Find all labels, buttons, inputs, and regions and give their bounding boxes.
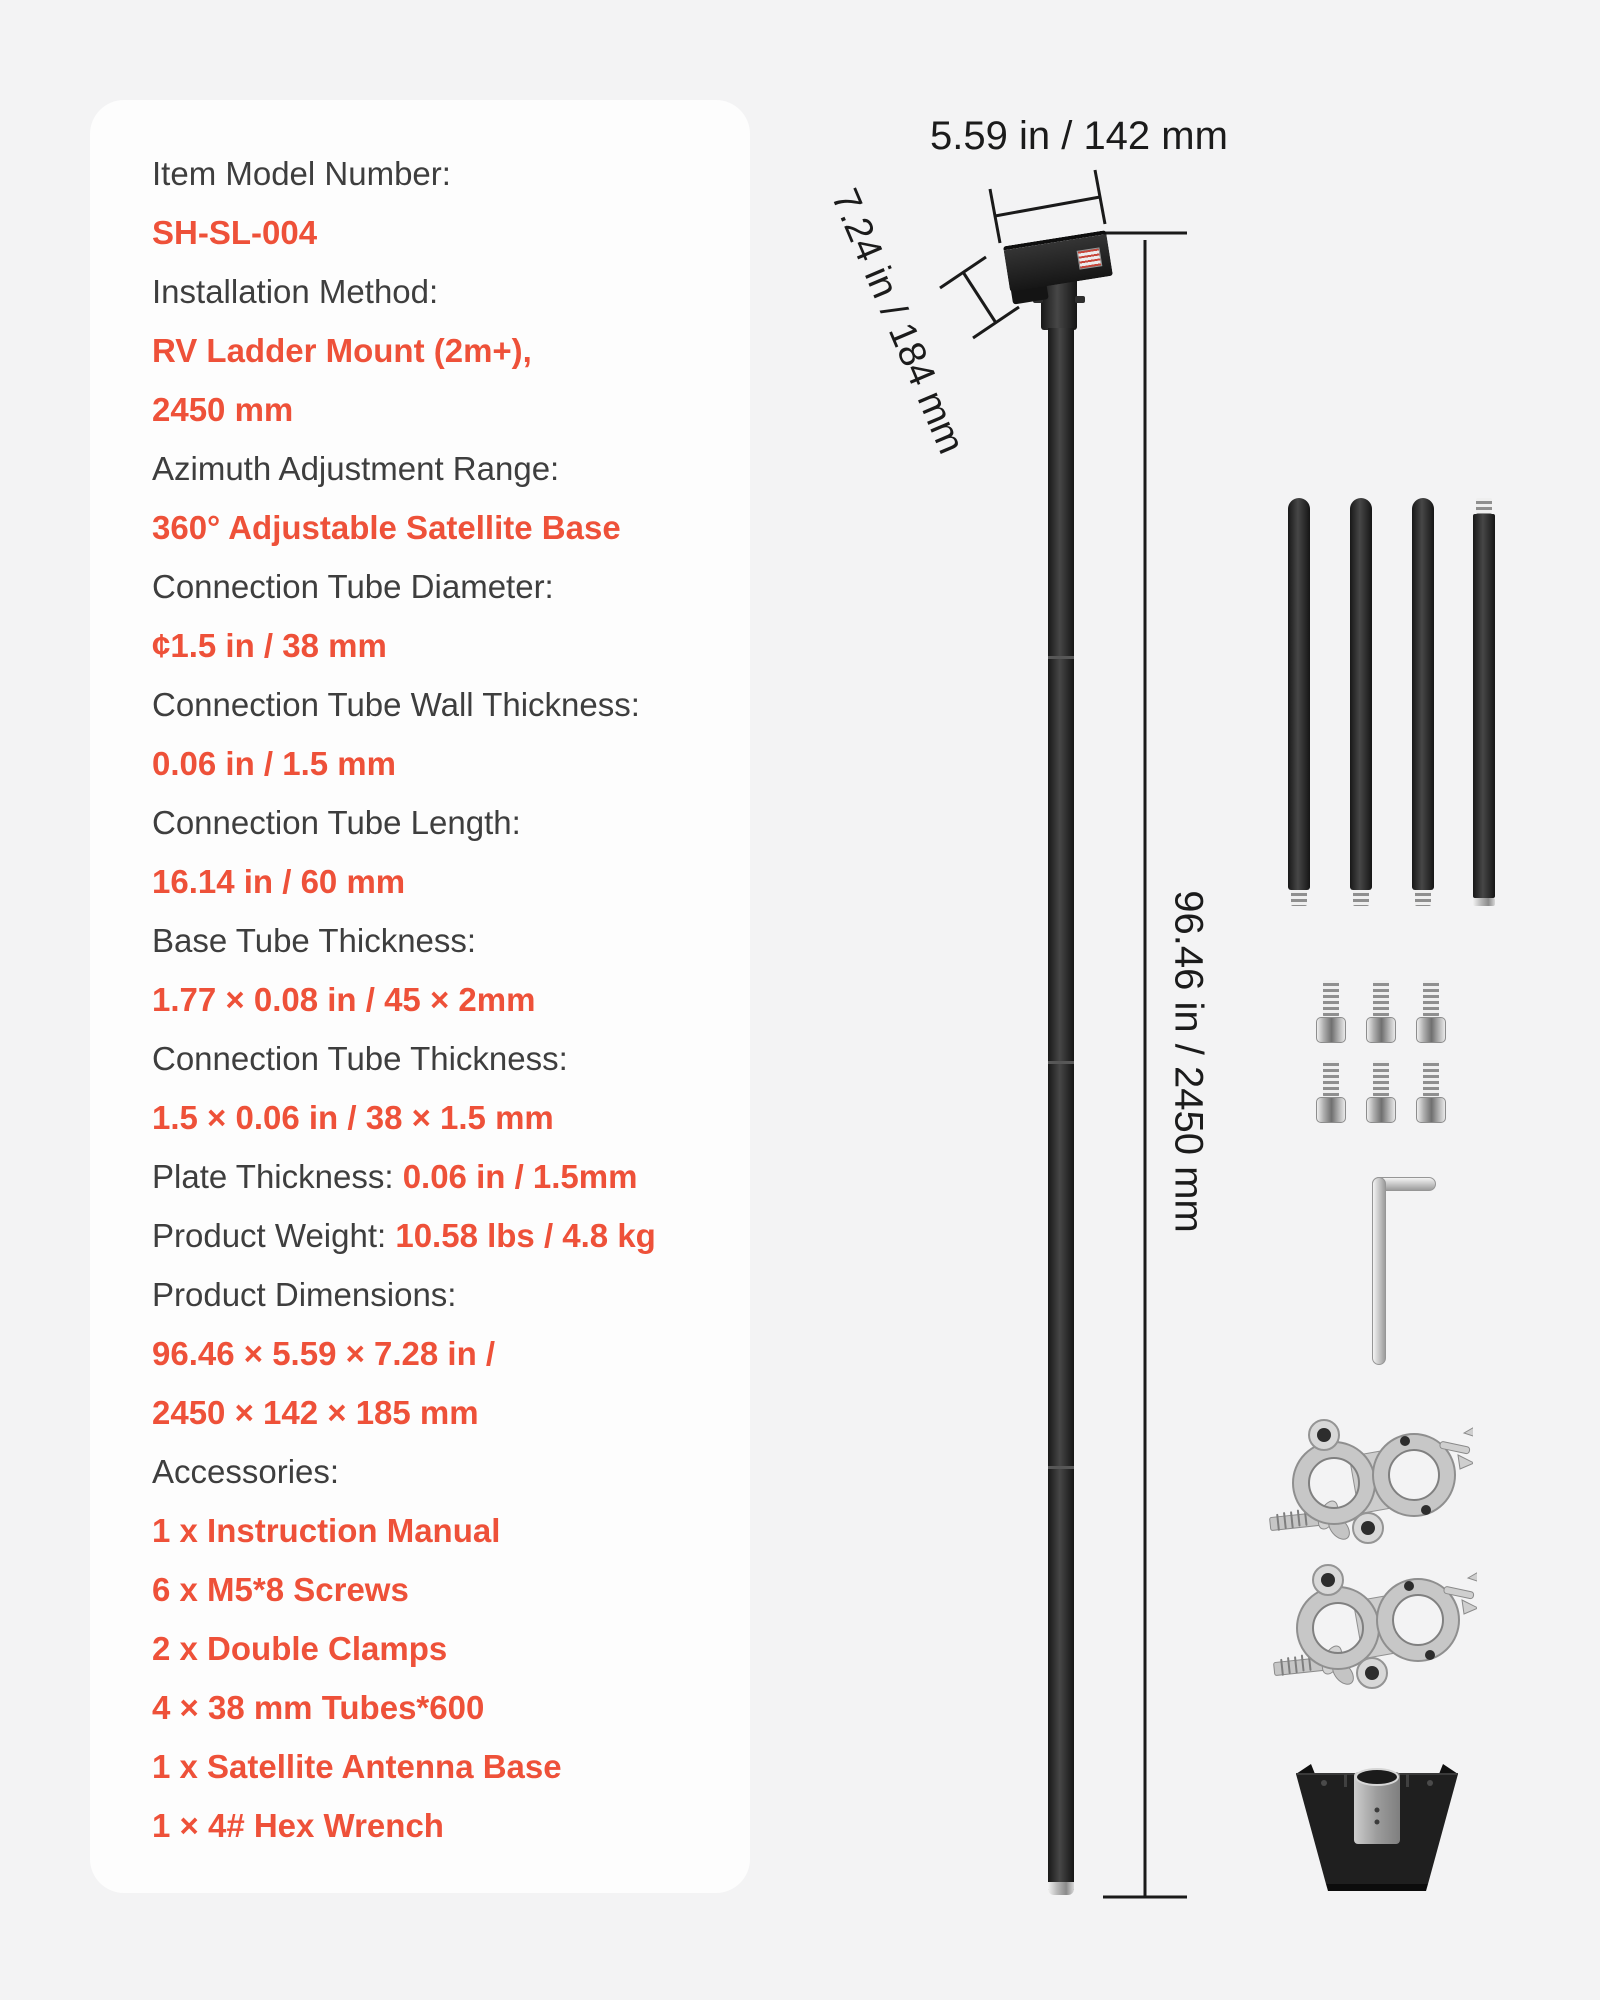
width-dimension-label: 5.59 in / 142 mm: [930, 114, 1228, 158]
spec-row: Installation Method:: [152, 273, 439, 310]
spec-row: SH-SL-004: [152, 214, 318, 251]
pole-joint: [1048, 1061, 1074, 1064]
spec-row: Item Model Number:: [152, 155, 451, 192]
spec-row: 2 x Double Clamps: [152, 1630, 448, 1667]
height-dimension-label: 96.46 in / 2450 mm: [1166, 890, 1211, 1233]
threaded-tip: [1353, 890, 1369, 906]
spec-row: 1 x Satellite Antenna Base: [152, 1748, 562, 1785]
product-sticker: [1077, 247, 1103, 269]
m5-screw: [1416, 980, 1446, 1043]
spec-row: 0.06 in / 1.5 mm: [152, 745, 396, 782]
spec-row: 1.5 × 0.06 in / 38 × 1.5 mm: [152, 1099, 554, 1136]
extension-tube-2: [1350, 498, 1372, 906]
hex-wrench-shaft: [1372, 1177, 1386, 1365]
m5-screw: [1316, 980, 1346, 1043]
m5-screw: [1416, 1060, 1446, 1123]
double-clamp-1: [1268, 1415, 1473, 1550]
satellite-antenna-base: [1292, 1762, 1462, 1901]
main-pole: [1048, 328, 1074, 1890]
spec-row: Product Weight: 10.58 lbs / 4.8 kg: [152, 1217, 656, 1254]
extension-tube-1: [1288, 498, 1310, 906]
spec-row: 1 x Instruction Manual: [152, 1512, 501, 1549]
spec-row: 1.77 × 0.08 in / 45 × 2mm: [152, 981, 536, 1018]
spec-row: 4 × 38 mm Tubes*600: [152, 1689, 485, 1726]
collar-screw-right: [1075, 296, 1085, 303]
double-clamp-2: [1272, 1560, 1477, 1695]
spec-row: Connection Tube Thickness:: [152, 1040, 568, 1077]
spec-row: Base Tube Thickness:: [152, 922, 477, 959]
spec-row: 1 × 4# Hex Wrench: [152, 1807, 444, 1844]
spec-row: Azimuth Adjustment Range:: [152, 450, 560, 487]
depth-dimension-label: 7.24 in / 184 mm: [822, 182, 973, 460]
spec-row: 360° Adjustable Satellite Base: [152, 509, 621, 546]
spec-row: Connection Tube Length:: [152, 804, 521, 841]
pole-end-cap: [1048, 1882, 1074, 1895]
m5-screw: [1366, 1060, 1396, 1123]
tube-end-ring: [1473, 898, 1495, 906]
extension-tube-4: [1473, 498, 1495, 906]
spec-row: 16.14 in / 60 mm: [152, 863, 406, 900]
spec-row: 2450 mm: [152, 391, 294, 428]
spec-row: 6 x M5*8 Screws: [152, 1571, 409, 1608]
threaded-tip: [1291, 890, 1307, 906]
spec-row: RV Ladder Mount (2m+),: [152, 332, 532, 369]
threaded-tip: [1476, 498, 1492, 514]
spec-row: Connection Tube Wall Thickness:: [152, 686, 640, 723]
spec-row: Product Dimensions:: [152, 1276, 457, 1313]
pole-joint: [1048, 1466, 1074, 1469]
threaded-tip: [1415, 890, 1431, 906]
extension-tube-3: [1412, 498, 1434, 906]
pole-joint: [1048, 656, 1074, 659]
m5-screw: [1366, 980, 1396, 1043]
spec-row: 96.46 × 5.59 × 7.28 in /: [152, 1335, 496, 1372]
m5-screw: [1316, 1060, 1346, 1123]
spec-row: ¢1.5 in / 38 mm: [152, 627, 387, 664]
spec-row: Plate Thickness: 0.06 in / 1.5mm: [152, 1158, 638, 1195]
spec-row: Accessories:: [152, 1453, 340, 1490]
spec-row: 2450 × 142 × 185 mm: [152, 1394, 479, 1431]
spec-row: Connection Tube Diameter:: [152, 568, 554, 605]
